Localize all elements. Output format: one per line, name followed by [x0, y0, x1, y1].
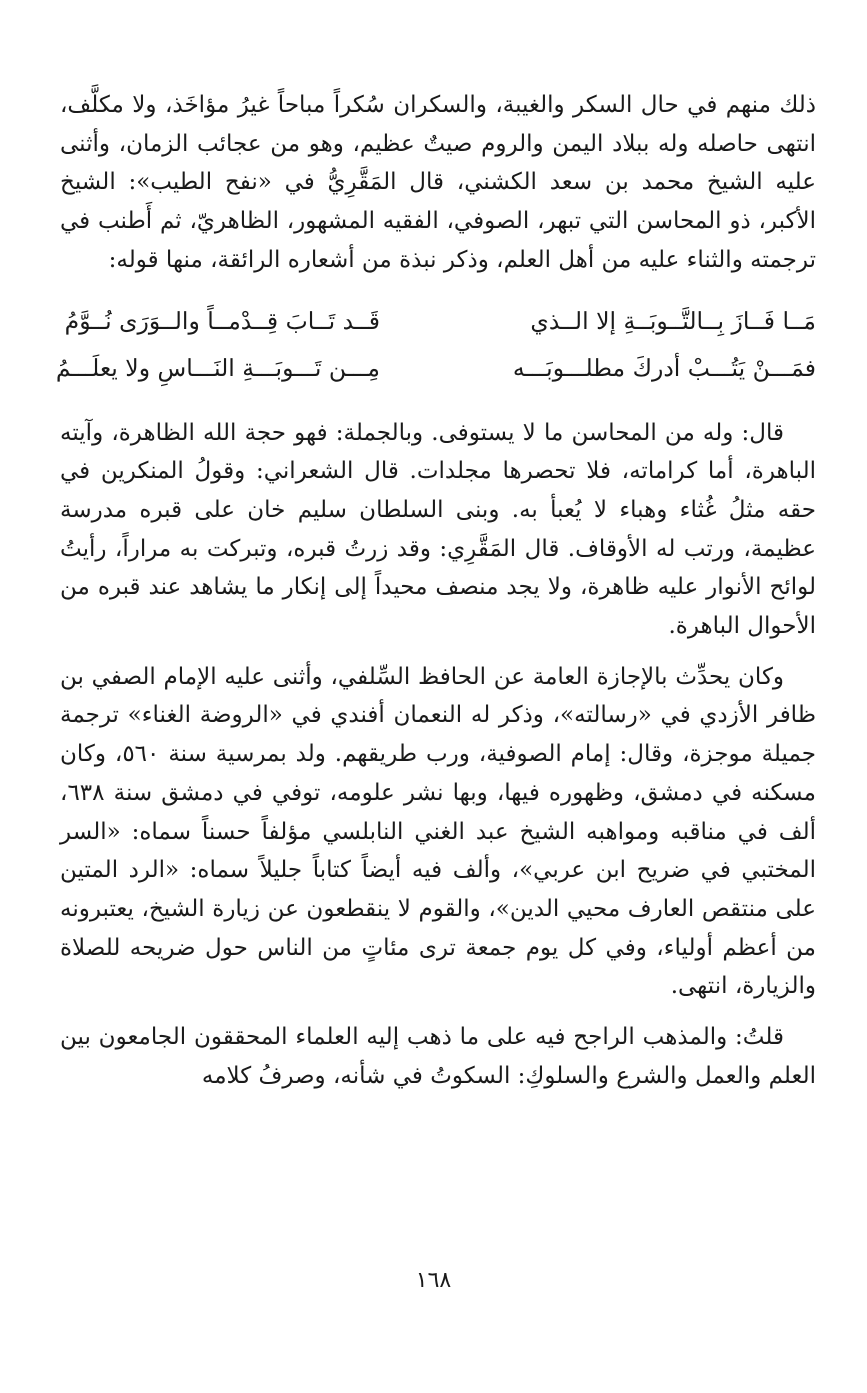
paragraph-praise: قال: وله من المحاسن ما لا يستوفى. وبالجملة: فهو حجة الله الظاهرة، وآيته الباهرة، أما كراماته، فلا تحصرها مجلدات. قال الشعراني: وقولُ المنكرين في حقه مثلُ غُثاء وهباء لا يُعبأ به. وبنى السلطان سليم خان على قبره مدرسة عظيمة، ورتب له الأوقاف. قال المَقَّرِي: وقد زرتُ قبره، وتبركت به مراراً، رأيتُ لوائح الأنوار عليه ظاهرة، ولا يجد منصف محيداً إلى إنكار ما يشاهد عند قبره من الأحوال الباهرة.: [60, 419, 816, 640]
page-number: ١٦٨: [415, 1268, 452, 1293]
paragraph-intro: ذلك منهم في حال السكر والغيبة، والسكران سُكراً مباحاً غيرُ مؤاخَذ، ولا مكلَّف، انتهى حاصله وله ببلاد اليمن والروم صيتٌ عظيم، وهو من عجائب الزمان، وأثنى عليه الشيخ محمد بن سعد الكشني، قال المَقَّرِيُّ في «نفح الطيب»: الشيخ الأكبر، ذو المحاسن التي تبهر، الصوفي، الفقيه المشهور، الظاهريّ، ثم أَطنب في ترجمته والثناء عليه من أهل العلم، وذكر نبذة من أشعاره الرائقة، منها قوله:: [60, 92, 816, 273]
poem-hemistich-second: قَــد تَــابَ قِــدْمــاً والــوَرَى نُــوَّمُ: [64, 306, 380, 335]
poem-hemistich-first: فمَـــنْ يَتُـــبْ أدركَ مطلـــوبَـــه: [512, 353, 816, 382]
poem-verse: [60, 298, 816, 345]
poem-hemistich-first: مَــا فَــازَ بِــالتَّــوبَــةِ إلا الــذي: [530, 306, 816, 335]
poem-verse: [55, 345, 816, 392]
paragraph-conclusion: قلتُ: والمذهب الراجح فيه على ما ذهب إليه العلماء المحققون الجامعون بين العلم والعمل والشرع والسلوكِ: السكوتُ في شأنه، وصرفُ كلامه: [60, 1024, 816, 1089]
paragraph-biography: وكان يحدِّث بالإجازة العامة عن الحافظ السِّلفي، وأثنى عليه الإمام الصفي بن ظافر الأزدي في «رسالته»، وذكر له النعمان أفندي في «الروضة الغناء» ترجمة جميلة موجزة، وقال: إمام الصوفية، ورب طريقهم. ولد بمرسية سنة ٥٦٠، وكان مسكنه في دمشق، وظهوره فيها، وبها نشر علومه، توفي في دمشق سنة ٦٣٨، ألف في مناقبه ومواهبه الشيخ عبد الغني النابلسي مؤلفاً حسناً سماه: «السر المختبي في ضريح ابن عربي»، وألف فيه أيضاً كتاباً جليلاً سماه: «الرد المتين على منتقص العارف محيي الدين»، والقوم لا ينقطعون عن زيارة الشيخ، يعتبرونه من أعظم أولياء، وفي كل يوم جمعة ترى مئاتٍ من الناس حول ضريحه للصلاة والزيارة، انتهى.: [60, 663, 816, 1000]
book-page: [55, 86, 816, 1107]
poem-block: [55, 298, 816, 392]
poem-hemistich-second: مِـــن تَـــوبَـــةِ النَـــاسِ ولا يعلَـــمُ: [55, 353, 380, 382]
